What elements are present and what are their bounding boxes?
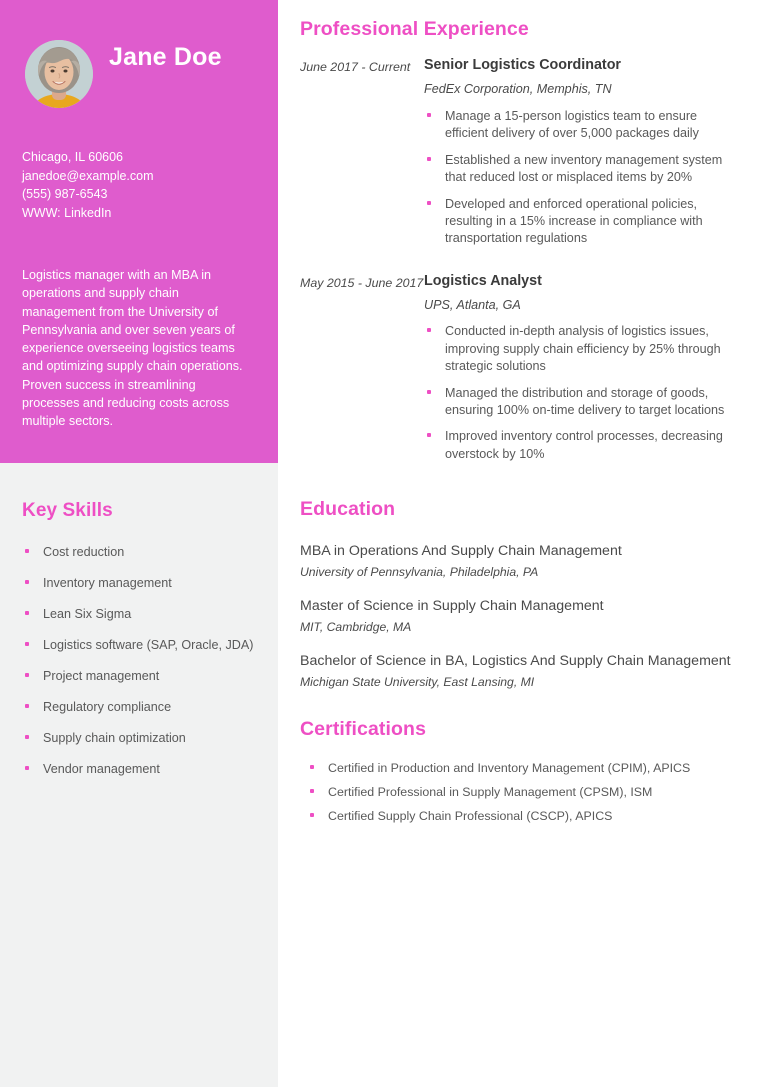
job-details <box>424 273 742 472</box>
certifications-section <box>300 718 742 824</box>
certifications-list <box>300 760 742 825</box>
list-item: Manage a 15-person logistics team to ensure efficient delivery of over 5,000 packages daily <box>424 108 742 143</box>
education-heading: Education <box>300 498 396 521</box>
list-item: Vendor management <box>22 761 256 778</box>
job-details <box>424 57 742 256</box>
list-item: Lean Six Sigma <box>22 606 256 623</box>
contact-email[interactable]: janedoe@example.com <box>22 168 154 183</box>
contact-address: Chicago, IL 60606 <box>22 150 124 164</box>
list-item: Inventory management <box>22 575 256 592</box>
experience-entry <box>300 273 742 472</box>
education-entry <box>300 652 742 690</box>
list-item: Established a new inventory management system that reduced lost or misplaced items by 20% <box>424 152 742 187</box>
list-item: Certified in Production and Inventory Management (CPIM), APICS <box>307 760 742 777</box>
education-school: University of Pennsylvania, Philadelphia, PA <box>300 564 539 579</box>
list-item: Developed and enforced operational policies, resulting in a 15% increase in compliance with transportation regulations <box>424 196 742 248</box>
education-school: Michigan State University, East Lansing, MI <box>300 675 535 690</box>
education-entry <box>300 542 742 580</box>
education-degree: Master of Science in Supply Chain Management <box>300 597 604 614</box>
sidebar-header-panel <box>0 0 278 463</box>
main-content <box>278 0 768 1087</box>
list-item: Logistics software (SAP, Oracle, JDA) <box>22 637 256 654</box>
job-company: FedEx Corporation, Memphis, TN <box>424 82 612 97</box>
avatar <box>25 40 93 108</box>
list-item: Improved inventory control processes, decreasing overstock by 10% <box>424 428 742 463</box>
experience-section <box>300 18 742 472</box>
list-item: Certified Supply Chain Professional (CSCP), APICS <box>307 808 742 825</box>
list-item: Project management <box>22 668 256 685</box>
list-item: Cost reduction <box>22 544 256 561</box>
list-item: Supply chain optimization <box>22 730 256 747</box>
education-degree: MBA in Operations And Supply Chain Management <box>300 542 622 559</box>
job-company: UPS, Atlanta, GA <box>424 297 521 312</box>
key-skills-list <box>22 544 256 778</box>
page-title: Jane Doe <box>109 43 222 71</box>
list-item: Regulatory compliance <box>22 699 256 716</box>
professional-summary: Logistics manager with an MBA in operations and supply chain management from the University of Pennsylvania and over seven years of experience overseeing logistics teams and optimizing supply chain operations. Proven success in streamlining processes and reducing costs across multiple sectors. <box>22 268 243 429</box>
contact-website[interactable]: WWW: LinkedIn <box>22 205 112 220</box>
certifications-heading: Certifications <box>300 718 427 741</box>
skills-panel <box>0 500 278 778</box>
experience-entry <box>300 57 742 256</box>
contact-block <box>22 148 154 222</box>
job-bullet-list <box>424 323 742 463</box>
education-section <box>300 498 742 690</box>
job-bullet-list <box>424 108 742 248</box>
education-degree: Bachelor of Science in BA, Logistics And Supply Chain Management <box>300 653 731 670</box>
job-title: Senior Logistics Coordinator <box>424 57 621 74</box>
key-skills-heading: Key Skills <box>22 500 113 521</box>
sidebar <box>0 0 278 1087</box>
education-school: MIT, Cambridge, MA <box>300 619 412 634</box>
job-title: Logistics Analyst <box>424 272 542 289</box>
education-entry <box>300 597 742 635</box>
list-item: Managed the distribution and storage of goods, ensuring 100% on-time delivery to target locations <box>424 385 742 420</box>
experience-heading: Professional Experience <box>300 18 529 40</box>
list-item: Conducted in-depth analysis of logistics issues, improving supply chain efficiency by 25% through strategic solutions <box>424 323 742 375</box>
contact-phone[interactable]: (555) 987-6543 <box>22 187 108 201</box>
job-dates: May 2015 - June 2017 <box>300 275 424 290</box>
list-item: Certified Professional in Supply Management (CPSM), ISM <box>307 784 742 801</box>
job-dates: June 2017 - Current <box>300 60 411 75</box>
